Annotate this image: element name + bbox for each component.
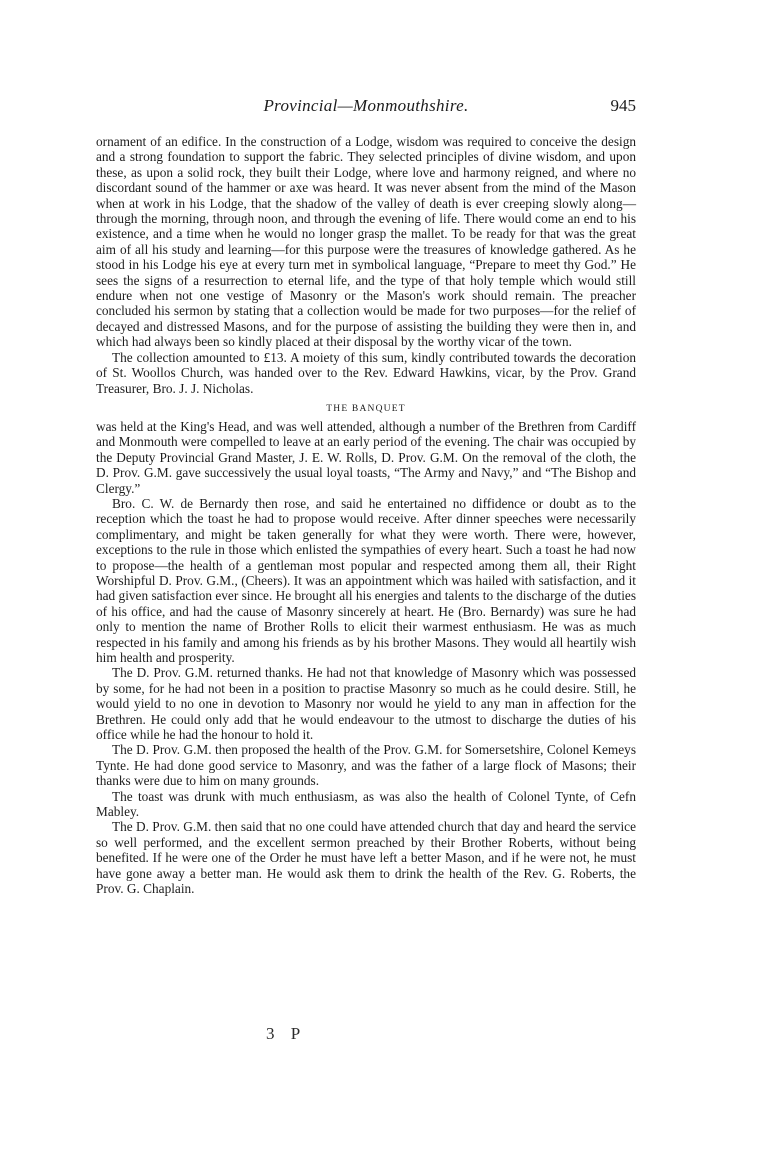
paragraph: The D. Prov. G.M. then proposed the health of the Prov. G.M. for Somersetshire, Colonel Kemeys Tynte. He had done good service to Masonry, and was the father of a large flock of Masons; their thanks were due to him on many grounds. [96, 742, 636, 789]
page [96, 96, 636, 897]
paragraph: The toast was drunk with much enthusiasm, as was also the health of Colonel Tynte, of Cefn Mabley. [96, 788, 636, 820]
paragraph: was held at the King's Head, and was well attended, although a number of the Brethren from Cardiff and Monmouth were compelled to leave at an early period of the evening. The chair was occupied by the Deputy Provincial Grand Master, J. E. W. Rolls, D. Prov. G.M. On the removal of the cloth, the D. Prov. G.M. gave successively the usual loyal toasts, “The Army and Navy,” and “The Bishop and Clergy.” [96, 418, 636, 496]
paragraph: ornament of an edifice. In the construction of a Lodge, wisdom was required to conceive the design and a strong foundation to support the fabric. They selected principles of divine wisdom, and upon these, as upon a solid rock, they built their Lodge, where love and harmony reigned, and where no discordant sound of the hammer or axe was heard. It was never absent from the mind of the Mason when at work in his Lodge, that the shadow of the valley of death is ever creeping slowly along—through the morning, through noon, and through the evening of life. There would come an end to his existence, and a time when he would no longer grasp the mallet. To be ready for that was the great aim of all his study and learning—for this purpose were the treasures of knowledge gathered. As he stood in his Lodge his eye at every turn met in symbolical language, “Prepare to meet thy God.” He sees the signs of a resurrection to eternal life, and the type of that holy temple which would still endure when not one vestige of Masonry or the Mason's work should remain. The preacher concluded his sermon by stating that a collection would be made for two purposes—for the relief of decayed and distressed Masons, and for the purpose of assisting the building they were then in, and which had always been so kindly placed at their disposal by the worthy vicar of the town. [96, 134, 636, 350]
article-body [96, 134, 636, 897]
running-head [96, 96, 636, 120]
signature-mark: 3 P [266, 1024, 307, 1043]
paragraph: The D. Prov. G.M. returned thanks. He had not that knowledge of Masonry which was possessed by some, for he had not been in a position to practise Masonry so much as he could desire. Still, he would yield to no one in devotion to Masonry nor would he yield to any man in affection for the Brethren. He could only add that he would endeavour to the utmost to discharge the duties of his office while he had the honour to hold it. [96, 665, 636, 743]
page-title: Provincial—Monmouthshire. [263, 96, 469, 115]
section-heading: THE BANQUET [326, 403, 406, 414]
paragraph: Bro. C. W. de Bernardy then rose, and said he entertained no diffidence or doubt as to the reception which the toast he had to propose would receive. After dinner speeches were necessarily complimentary, and might be taken generally for what they were worth. There were, however, exceptions to the rule in those which enlisted the sympathies of every heart. Such a toast he had now to propose—the health of a gentleman most popular and respected among them all, their Right Worshipful D. Prov. G.M., (Cheers). It was an appointment which was hailed with satisfaction, and it had given satisfaction ever since. He brought all his energies and talents to the discharge of the duties of his office, and had the cause of Masonry sincerely at heart. He (Bro. Bernardy) was sure he had only to mention the name of Brother Rolls to elicit their warmest enthusiasm. He was as much respected in his family and among his friends as by his brother Masons. They would all heartily wish him health and prosperity. [96, 495, 636, 665]
paragraph: The collection amounted to £13. A moiety of this sum, kindly contributed towards the decoration of St. Woollos Church, was handed over to the Rev. Edward Hawkins, vicar, by the Prov. Grand Treasurer, Bro. J. J. Nicholas. [96, 349, 636, 396]
page-number: 945 [610, 96, 636, 115]
paragraph: The D. Prov. G.M. then said that no one could have attended church that day and heard the service so well performed, and the excellent sermon preached by their Brother Roberts, without being benefited. If he were one of the Order he must have left a better Mason, and if he were not, he must have gone away a better man. He would ask them to drink the health of the Rev. G. Roberts, the Prov. G. Chaplain. [96, 819, 636, 897]
